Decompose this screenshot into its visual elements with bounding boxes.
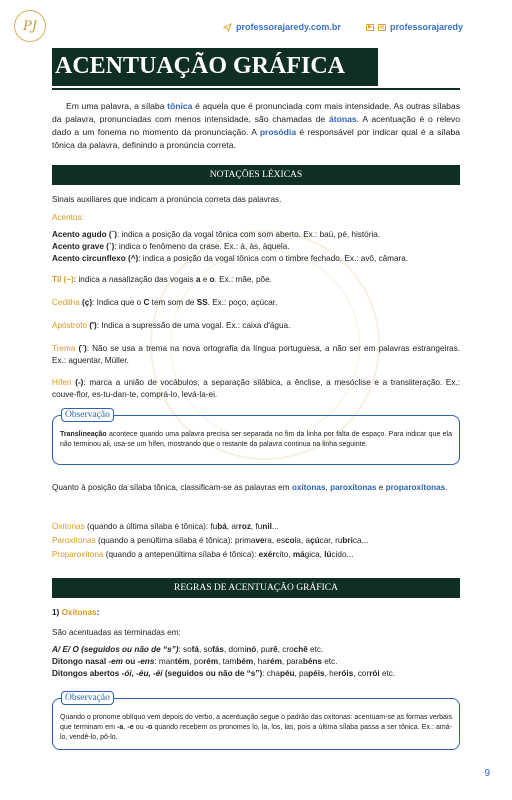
til-line: Til (~): indica a nasalização das vogais a e o. Ex.: mãe, põe. — [52, 275, 272, 284]
paroxitonas-line: Paroxítonas (quando a penúltima sílaba é tônica): primavera, escola, açúcar, rubrica... — [52, 536, 369, 545]
section-regras-title: REGRAS DE ACENTUAÇÃO GRÁFICA — [52, 578, 460, 598]
paper-plane-icon — [223, 23, 232, 32]
observacao-text-2: Quando o pronome oblíquo vem depois do verbo, a acentuação segue o padrão das oxítonas: acentuam-se as formas verbais que terminam em -a, -e ou -o quando recebem os pronomes lo, la, los, las, pois a última sílaba passa a ser tônica. Ex.: amá-lo, vendê-lo, pô-lo. — [60, 714, 452, 741]
acento-circunflexo-line: Acento circunflexo (^): indica a posição da vogal tônica com o timbre fechado. Ex.: avô, câmara. — [52, 254, 409, 263]
social-handle[interactable] — [366, 22, 463, 32]
observacao-box-1 — [52, 410, 460, 465]
apostrofo-line: Apóstrofo ('): Indica a supressão de uma vogal. Ex.: caixa d'água. — [52, 321, 291, 330]
social-text: professorajaredy — [390, 22, 464, 32]
trema-line: Trema (¨): Não se usa a trema na nova ortografia da língua portuguesa, a não ser em palavras estrangeiras. Ex.: aguentar, Müller. — [52, 344, 460, 365]
instagram-icon: ◎ — [379, 23, 385, 30]
regra-lead: São acentuadas as terminadas em: — [52, 628, 181, 637]
hifen-line: Hífen (-): marca a união de vocábulos, a separação silábica, a ênclise, a mesóclise e a transliteração. Ex.: couve-flor, es-tu-dan-te, comprá-lo, levá-la-ei. — [52, 378, 460, 399]
acentos-label: Acentos: — [52, 213, 84, 222]
observacao-label: Observação — [61, 408, 114, 422]
acento-agudo-line: Acento agudo (´): indica a posição da vogal tônica com som aberto. Ex.: baú, pé, história. — [52, 230, 381, 239]
observacao-box-2 — [52, 693, 460, 750]
website-link[interactable] — [223, 22, 341, 32]
proparoxitonas-line: Proparoxítona (quando a antepenúltima sílaba é tônica): exército, mágica, lúcido... — [52, 550, 354, 559]
regra-oxitonas-heading: 1) Oxítonas: — [52, 608, 100, 617]
regra-ditongo-nasal-line: Ditongo nasal -em ou -ens: mantém, porém, também, harém, parabéns etc. — [52, 657, 338, 666]
regra-ditongo-aberto-line: Ditongos abertos -ói, -éu, -éi (seguidos ou não de “s”): chapéu, papéis, heróis, corrói etc. — [52, 669, 396, 678]
observacao-label-2: Observação — [61, 691, 114, 705]
posicao-paragraph: Quanto à posição da sílaba tônica, classificam-se as palavras em oxítonas, paroxítonas e proparoxítonas. — [52, 483, 448, 492]
website-text: professorajaredy.com.br — [236, 22, 341, 32]
page-title: ACENTUAÇÃO GRÁFICA — [52, 48, 378, 86]
cedilha-line: Cedilha (ç): Indica que o C tem som de SS. Ex.: poço, açúcar. — [52, 298, 278, 307]
logo-text: PJ — [23, 18, 37, 34]
title-underline — [52, 88, 460, 90]
youtube-icon: ▶ — [366, 24, 374, 31]
acento-grave-line: Acento grave (`): indica o fenômeno da crase. Ex.: à, às, àquela. — [52, 242, 290, 251]
logo-seal — [14, 10, 46, 42]
oxitonas-line: Oxítonas (quando a última sílaba é tônica): fubá, arroz, funil... — [52, 522, 279, 531]
observacao-text: Translineação acontece quando uma palavra precisa ser separada no fim da linha por falta de espaço. Para indicar que ela não terminou ali, usa-se um hífen, mostrando que o restante da palavra continua na linha seguinte. — [60, 431, 452, 448]
notacoes-lead: Sinais auxiliares que indicam a pronúncia correta das palavras. — [52, 195, 282, 204]
page-number: 9 — [484, 768, 490, 779]
intro-paragraph: Em uma palavra, a sílaba tônica é aquela que é pronunciada com mais intensidade. As outras sílabas da palavra, pronunciadas com menos intensidade, são chamadas de átonas. A acentuação é o relevo dado a um fonema no momento da pronunciação. A prosódia é responsável por indicar qual é a sílaba tônica da palavra, definindo a pronúncia correta. — [52, 101, 461, 150]
section-notacoes-title: NOTAÇÕES LÉXICAS — [52, 165, 460, 185]
regra-aeo-line: A/ E/ O (seguidos ou não de “s”): sofá, sofás, dominó, purê, crochê etc. — [52, 645, 324, 654]
